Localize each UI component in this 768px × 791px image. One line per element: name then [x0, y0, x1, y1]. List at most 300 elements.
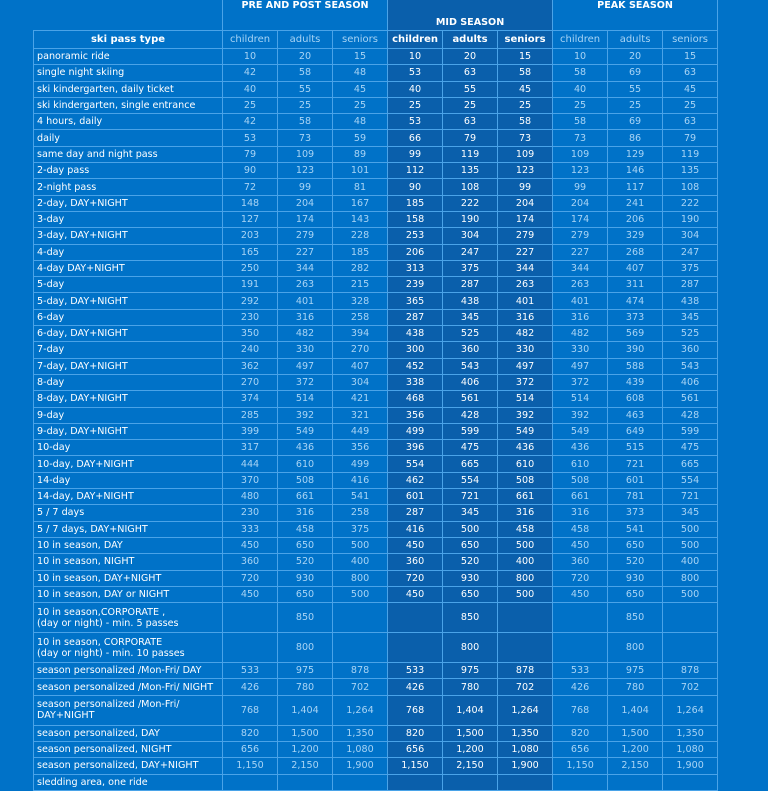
price-cell: 449 [333, 423, 388, 439]
table-row [34, 391, 718, 407]
price-cell: 1,264 [498, 695, 553, 725]
table-row [34, 97, 718, 113]
price-cell: 661 [498, 489, 553, 505]
pass-type-label: 4-day DAY+NIGHT [34, 260, 223, 276]
price-cell: 500 [443, 521, 498, 537]
price-cell: 1,350 [333, 725, 388, 741]
price-cell: 123 [498, 163, 553, 179]
price-cell: 610 [278, 456, 333, 472]
price-cell: 185 [388, 195, 443, 211]
price-cell: 330 [553, 342, 608, 358]
price-cell: 304 [333, 374, 388, 390]
table-row [34, 521, 718, 537]
price-cell [443, 774, 498, 790]
price-cell: 143 [333, 211, 388, 227]
price-cell: 475 [443, 440, 498, 456]
table-row [34, 586, 718, 602]
price-cell: 656 [553, 741, 608, 757]
price-cell: 533 [553, 663, 608, 679]
price-cell: 1,080 [333, 741, 388, 757]
price-cell: 375 [333, 521, 388, 537]
price-cell: 263 [498, 277, 553, 293]
price-cell: 10 [388, 49, 443, 65]
price-cell: 123 [553, 163, 608, 179]
price-cell: 55 [443, 81, 498, 97]
price-cell [553, 603, 608, 633]
price-cell: 345 [443, 309, 498, 325]
price-cell: 292 [223, 293, 278, 309]
price-cell: 1,900 [333, 758, 388, 774]
price-cell: 661 [278, 489, 333, 505]
price-cell: 25 [498, 97, 553, 113]
price-cell: 146 [608, 163, 663, 179]
price-cell: 407 [608, 260, 663, 276]
price-cell: 316 [498, 309, 553, 325]
price-cell: 190 [443, 211, 498, 227]
price-cell: 316 [553, 309, 608, 325]
price-cell [278, 774, 333, 790]
price-cell: 482 [278, 326, 333, 342]
price-cell: 525 [443, 326, 498, 342]
table-row [34, 407, 718, 423]
price-cell: 588 [608, 358, 663, 374]
price-cell: 520 [278, 554, 333, 570]
price-cell: 79 [443, 130, 498, 146]
price-cell: 599 [443, 423, 498, 439]
price-cell: 375 [663, 260, 718, 276]
price-cell: 344 [278, 260, 333, 276]
price-cell: 362 [223, 358, 278, 374]
price-cell: 25 [388, 97, 443, 113]
pass-type-label: 4 hours, daily [34, 114, 223, 130]
price-cell: 239 [388, 277, 443, 293]
price-cell: 515 [608, 440, 663, 456]
price-cell: 500 [333, 537, 388, 553]
price-cell: 360 [663, 342, 718, 358]
column-header-pass-type: ski pass type [34, 31, 223, 49]
pass-type-label: 10 in season, DAY or NIGHT [34, 586, 223, 602]
price-cell: 69 [608, 114, 663, 130]
price-cell: 300 [388, 342, 443, 358]
price-cell: 462 [388, 472, 443, 488]
price-cell: 58 [553, 65, 608, 81]
price-cell: 436 [278, 440, 333, 456]
price-cell: 665 [663, 456, 718, 472]
price-cell: 263 [553, 277, 608, 293]
price-cell: 316 [278, 505, 333, 521]
price-cell: 109 [553, 146, 608, 162]
price-cell: 452 [388, 358, 443, 374]
price-cell: 520 [443, 554, 498, 570]
price-cell: 1,200 [443, 741, 498, 757]
price-cell: 1,404 [443, 695, 498, 725]
pass-type-label: 7-day, DAY+NIGHT [34, 358, 223, 374]
price-cell: 42 [223, 65, 278, 81]
price-cell: 222 [663, 195, 718, 211]
price-cell: 203 [223, 228, 278, 244]
season-mid: MID SEASON [388, 0, 553, 31]
price-cell: 800 [443, 633, 498, 663]
price-cell: 250 [223, 260, 278, 276]
column-header-adults: adults [608, 31, 663, 49]
price-cell: 45 [498, 81, 553, 97]
price-cell: 53 [223, 130, 278, 146]
table-row [34, 244, 718, 260]
price-cell: 1,080 [498, 741, 553, 757]
price-cell: 543 [663, 358, 718, 374]
table-row [34, 537, 718, 553]
price-cell: 241 [608, 195, 663, 211]
price-cell [333, 603, 388, 633]
price-cell: 438 [388, 326, 443, 342]
pass-type-label: 10-day [34, 440, 223, 456]
price-cell: 15 [498, 49, 553, 65]
price-cell: 15 [663, 49, 718, 65]
price-cell: 99 [278, 179, 333, 195]
pass-type-label: sledding area, one ride [34, 774, 223, 790]
pass-type-label: 2-day pass [34, 163, 223, 179]
price-cell: 1,150 [553, 758, 608, 774]
price-table-wrapper [33, 0, 717, 791]
price-cell: 15 [333, 49, 388, 65]
pass-type-label: same day and night pass [34, 146, 223, 162]
price-cell: 344 [553, 260, 608, 276]
pass-type-label: season personalized, NIGHT [34, 741, 223, 757]
price-cell: 533 [388, 663, 443, 679]
price-cell: 360 [223, 554, 278, 570]
pass-type-label: 7-day [34, 342, 223, 358]
price-cell: 321 [333, 407, 388, 423]
pass-type-label: season personalized /Mon-Fri/ NIGHT [34, 679, 223, 695]
price-cell: 25 [333, 97, 388, 113]
price-cell: 79 [223, 146, 278, 162]
price-cell: 768 [553, 695, 608, 725]
price-cell: 444 [223, 456, 278, 472]
price-cell: 878 [663, 663, 718, 679]
price-cell: 426 [223, 679, 278, 695]
price-cell: 55 [608, 81, 663, 97]
price-cell: 407 [333, 358, 388, 374]
price-cell: 392 [498, 407, 553, 423]
column-header-adults: adults [278, 31, 333, 49]
price-cell: 500 [663, 537, 718, 553]
price-cell: 569 [608, 326, 663, 342]
price-cell: 650 [278, 537, 333, 553]
price-cell: 45 [333, 81, 388, 97]
price-cell: 45 [663, 81, 718, 97]
price-cell: 287 [388, 309, 443, 325]
price-cell: 1,500 [608, 725, 663, 741]
price-cell: 258 [333, 505, 388, 521]
price-cell: 356 [333, 440, 388, 456]
price-cell: 230 [223, 505, 278, 521]
price-cell: 204 [278, 195, 333, 211]
price-cell: 165 [223, 244, 278, 260]
pass-type-label: 10 in season, DAY+NIGHT [34, 570, 223, 586]
price-cell: 99 [498, 179, 553, 195]
price-cell: 720 [223, 570, 278, 586]
price-cell: 370 [223, 472, 278, 488]
price-cell: 500 [498, 537, 553, 553]
table-row [34, 695, 718, 725]
table-row [34, 472, 718, 488]
price-cell: 108 [443, 179, 498, 195]
price-cell: 282 [333, 260, 388, 276]
price-cell: 372 [278, 374, 333, 390]
price-cell: 268 [608, 244, 663, 260]
price-cell: 406 [663, 374, 718, 390]
column-header-seniors: seniors [498, 31, 553, 49]
table-row [34, 309, 718, 325]
price-cell: 2,150 [443, 758, 498, 774]
table-row [34, 603, 718, 633]
price-cell: 1,150 [388, 758, 443, 774]
pass-type-label: 10 in season, CORPORATE (day or night) - min. 10 passes [34, 633, 223, 663]
price-cell: 649 [608, 423, 663, 439]
price-cell: 800 [608, 633, 663, 663]
price-cell: 313 [388, 260, 443, 276]
price-cell: 90 [223, 163, 278, 179]
price-cell: 549 [553, 423, 608, 439]
price-cell: 400 [663, 554, 718, 570]
price-cell: 344 [498, 260, 553, 276]
column-header-children: children [388, 31, 443, 49]
season-pre-post: PRE AND POST SEASON [223, 0, 388, 31]
price-cell: 63 [443, 65, 498, 81]
price-cell: 123 [278, 163, 333, 179]
price-cell: 781 [608, 489, 663, 505]
price-cell: 1,200 [608, 741, 663, 757]
price-cell: 90 [388, 179, 443, 195]
price-cell: 450 [553, 537, 608, 553]
price-cell: 702 [333, 679, 388, 695]
price-cell: 975 [278, 663, 333, 679]
price-cell [663, 603, 718, 633]
price-cell: 109 [498, 146, 553, 162]
price-cell: 394 [333, 326, 388, 342]
price-cell: 768 [388, 695, 443, 725]
price-cell: 304 [443, 228, 498, 244]
pass-type-label: panoramic ride [34, 49, 223, 65]
table-row [34, 81, 718, 97]
price-cell: 416 [388, 521, 443, 537]
price-cell: 721 [663, 489, 718, 505]
price-cell: 820 [388, 725, 443, 741]
price-cell [333, 774, 388, 790]
price-cell: 406 [443, 374, 498, 390]
price-cell: 190 [663, 211, 718, 227]
price-cell: 450 [388, 537, 443, 553]
price-cell: 258 [333, 309, 388, 325]
price-cell: 119 [663, 146, 718, 162]
price-cell: 780 [608, 679, 663, 695]
price-cell: 148 [223, 195, 278, 211]
pass-type-label: 6-day [34, 309, 223, 325]
pass-type-label: 5 / 7 days, DAY+NIGHT [34, 521, 223, 537]
price-cell: 40 [388, 81, 443, 97]
price-cell: 426 [553, 679, 608, 695]
price-cell: 474 [608, 293, 663, 309]
price-cell: 458 [278, 521, 333, 537]
price-cell: 135 [443, 163, 498, 179]
price-cell: 73 [553, 130, 608, 146]
price-cell: 25 [553, 97, 608, 113]
price-cell: 400 [498, 554, 553, 570]
price-cell: 25 [278, 97, 333, 113]
price-cell: 500 [333, 586, 388, 602]
price-cell: 599 [663, 423, 718, 439]
price-cell: 53 [388, 114, 443, 130]
price-cell: 247 [443, 244, 498, 260]
price-cell: 58 [278, 114, 333, 130]
price-cell: 549 [278, 423, 333, 439]
price-cell: 10 [223, 49, 278, 65]
price-cell: 356 [388, 407, 443, 423]
price-cell: 311 [608, 277, 663, 293]
price-cell: 316 [278, 309, 333, 325]
price-cell: 438 [663, 293, 718, 309]
table-row [34, 65, 718, 81]
price-cell: 48 [333, 65, 388, 81]
pass-type-label: season personalized /Mon-Fri/ DAY+NIGHT [34, 695, 223, 725]
table-row [34, 228, 718, 244]
pass-type-label: 5-day, DAY+NIGHT [34, 293, 223, 309]
price-cell: 610 [498, 456, 553, 472]
price-cell: 287 [663, 277, 718, 293]
price-cell: 401 [498, 293, 553, 309]
price-cell: 401 [278, 293, 333, 309]
price-cell: 650 [608, 586, 663, 602]
price-cell: 650 [608, 537, 663, 553]
table-row [34, 774, 718, 790]
season-peak: PEAK SEASON [553, 0, 718, 31]
pass-type-label: 9-day, DAY+NIGHT [34, 423, 223, 439]
price-cell: 81 [333, 179, 388, 195]
price-cell: 850 [608, 603, 663, 633]
price-cell: 850 [443, 603, 498, 633]
price-cell: 1,500 [443, 725, 498, 741]
price-cell: 279 [498, 228, 553, 244]
price-cell: 108 [663, 179, 718, 195]
price-cell: 601 [608, 472, 663, 488]
table-row [34, 554, 718, 570]
price-cell: 101 [333, 163, 388, 179]
price-cell: 508 [278, 472, 333, 488]
price-cell: 89 [333, 146, 388, 162]
price-cell: 333 [223, 521, 278, 537]
price-cell: 392 [278, 407, 333, 423]
price-cell: 2,150 [608, 758, 663, 774]
price-cell: 86 [608, 130, 663, 146]
price-cell: 450 [553, 586, 608, 602]
price-cell: 287 [443, 277, 498, 293]
table-row [34, 489, 718, 505]
price-cell: 1,350 [663, 725, 718, 741]
price-cell [498, 603, 553, 633]
table-row [34, 758, 718, 774]
price-cell: 345 [663, 309, 718, 325]
price-table-body [34, 49, 718, 791]
price-cell: 1,350 [498, 725, 553, 741]
price-cell: 450 [223, 586, 278, 602]
pass-type-label: season personalized, DAY [34, 725, 223, 741]
price-cell: 525 [663, 326, 718, 342]
price-cell: 458 [498, 521, 553, 537]
price-cell: 20 [443, 49, 498, 65]
price-cell: 58 [278, 65, 333, 81]
pass-type-label: 9-day [34, 407, 223, 423]
price-cell: 554 [663, 472, 718, 488]
price-cell: 174 [278, 211, 333, 227]
pass-type-label: 2-day, DAY+NIGHT [34, 195, 223, 211]
price-cell: 109 [278, 146, 333, 162]
price-cell: 930 [608, 570, 663, 586]
price-cell: 287 [388, 505, 443, 521]
pass-type-label: 5 / 7 days [34, 505, 223, 521]
price-cell: 428 [663, 407, 718, 423]
price-cell: 561 [663, 391, 718, 407]
price-cell: 158 [388, 211, 443, 227]
price-cell: 514 [278, 391, 333, 407]
price-cell: 665 [443, 456, 498, 472]
table-row [34, 342, 718, 358]
pass-type-label: 3-day, DAY+NIGHT [34, 228, 223, 244]
price-cell: 53 [388, 65, 443, 81]
price-cell [388, 603, 443, 633]
price-cell [223, 633, 278, 663]
table-row [34, 163, 718, 179]
price-cell: 253 [388, 228, 443, 244]
table-row [34, 456, 718, 472]
price-cell: 42 [223, 114, 278, 130]
price-cell: 508 [498, 472, 553, 488]
price-cell [663, 633, 718, 663]
price-cell: 400 [333, 554, 388, 570]
price-cell: 25 [608, 97, 663, 113]
price-cell: 650 [443, 586, 498, 602]
price-cell: 73 [498, 130, 553, 146]
price-cell [388, 633, 443, 663]
price-cell: 204 [498, 195, 553, 211]
column-header-seniors: seniors [333, 31, 388, 49]
price-cell: 304 [663, 228, 718, 244]
pass-type-label: ski kindergarten, single entrance [34, 97, 223, 113]
price-cell: 40 [223, 81, 278, 97]
price-cell: 392 [553, 407, 608, 423]
price-cell: 73 [278, 130, 333, 146]
pass-type-label: 8-day, DAY+NIGHT [34, 391, 223, 407]
price-cell: 127 [223, 211, 278, 227]
price-cell: 20 [278, 49, 333, 65]
price-cell: 436 [498, 440, 553, 456]
price-cell: 1,080 [663, 741, 718, 757]
price-cell: 1,150 [223, 758, 278, 774]
price-cell [223, 774, 278, 790]
price-cell: 222 [443, 195, 498, 211]
price-cell: 20 [608, 49, 663, 65]
price-cell: 661 [553, 489, 608, 505]
price-cell: 1,900 [663, 758, 718, 774]
price-cell: 1,200 [278, 741, 333, 757]
price-cell: 561 [443, 391, 498, 407]
price-cell: 533 [223, 663, 278, 679]
price-cell: 228 [333, 228, 388, 244]
price-cell: 549 [498, 423, 553, 439]
price-cell: 1,404 [278, 695, 333, 725]
price-cell: 480 [223, 489, 278, 505]
price-cell: 1,900 [498, 758, 553, 774]
column-header-adults: adults [443, 31, 498, 49]
